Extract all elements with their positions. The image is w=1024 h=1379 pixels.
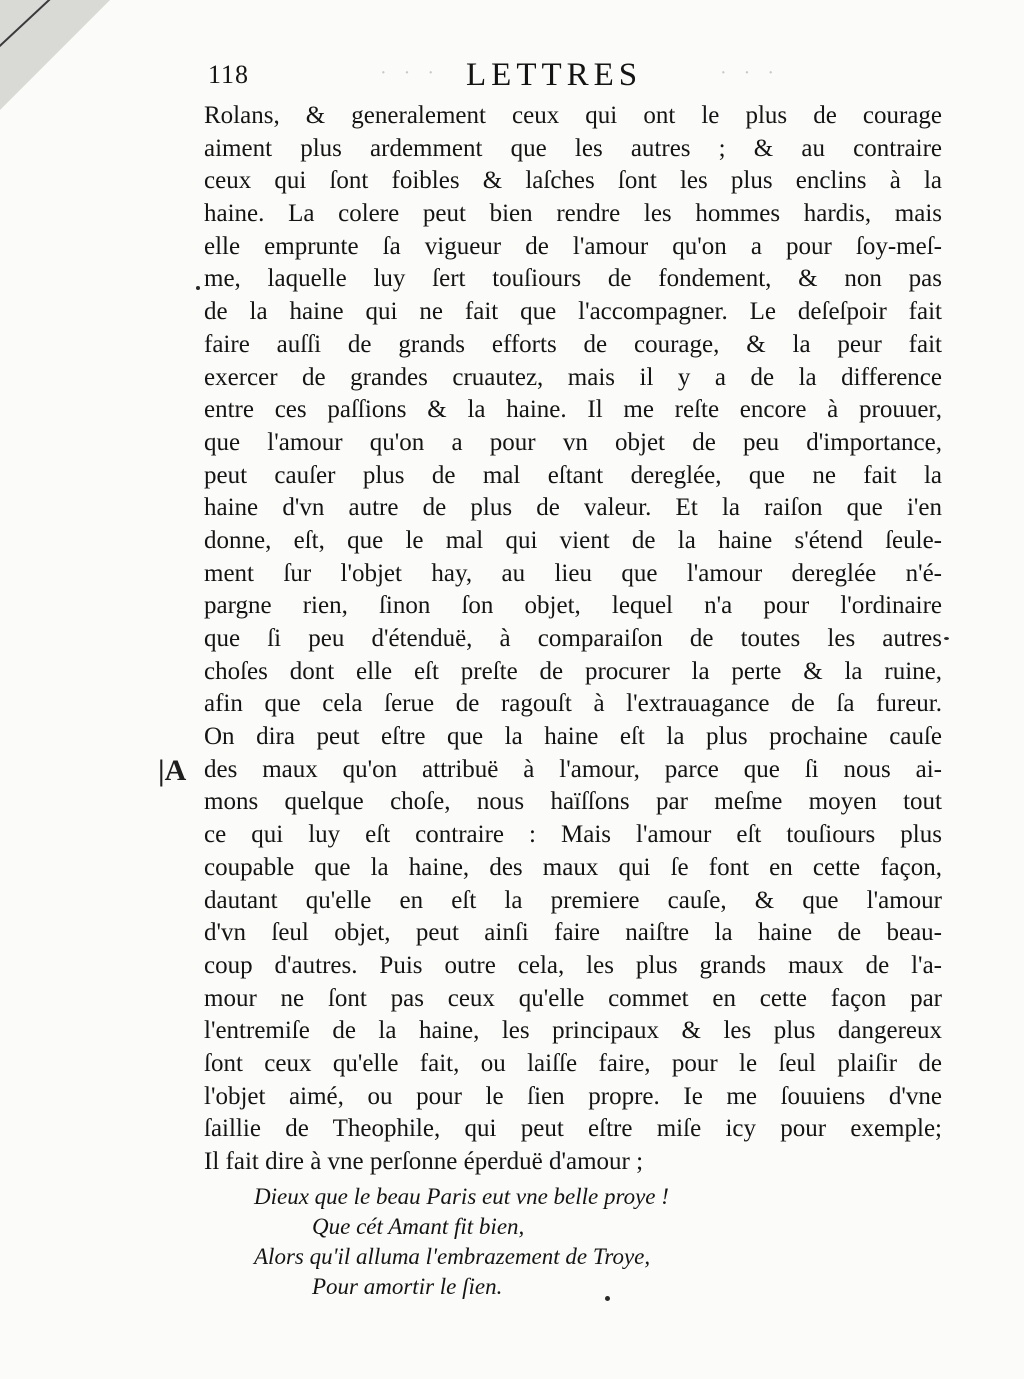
verse-line: Alors qu'il alluma l'embrazement de Troye,	[254, 1244, 651, 1269]
ink-speck	[944, 637, 949, 640]
text-line: mour ne ſont pas ceux qu'elle commet en cette façon par	[204, 984, 942, 1012]
text-line: l'objet aimé, ou pour le ſien propre. Ie me ſouuiens d'vne	[204, 1082, 942, 1110]
text-line: afin que cela ſerue de ragouſt à l'extrauagance de ſa fureur.	[204, 690, 942, 718]
text-line: peut cauſer plus de mal eſtant dereglée, que ne fait la	[204, 461, 942, 489]
text-line: ce qui luy eſt contraire : Mais l'amour eſt touſiours plus	[204, 821, 942, 849]
text-line: haine d'vn autre de plus de valeur. Et la raiſon que i'en	[204, 494, 942, 522]
folded-corner	[0, 0, 110, 110]
text-line: l'entremiſe de la haine, les principaux & les plus dangereux	[204, 1017, 942, 1045]
running-title: LETTRES	[466, 57, 643, 93]
body-text	[204, 100, 942, 1179]
text-line: Il fait dire à vne perſonne éperduë d'amour ;	[204, 1148, 644, 1175]
margin-annotation: |A	[158, 754, 187, 787]
text-line: On dira peut eſtre que la haine eſt la plus prochaine cauſe	[204, 723, 942, 751]
text-line: des maux qu'on attribuë à l'amour, parce que ſi nous ai-	[204, 755, 942, 783]
text-line: que l'amour qu'on a pour vn objet de peu d'importance,	[204, 428, 942, 456]
text-line: ſont ceux qu'elle fait, ou laiſſe faire, pour le ſeul plaiſir de	[204, 1049, 942, 1077]
text-line: elle emprunte ſa vigueur de l'amour qu'on a pour ſoy-meſ-	[204, 232, 942, 260]
verse-line: Que cét Amant fit bien,	[312, 1214, 525, 1239]
page-number: 118	[208, 60, 250, 89]
text-line: ſaillie de Theophile, qui peut eſtre miſe icy pour exemple;	[204, 1115, 942, 1143]
text-line: aiment plus ardemment que les autres ; & au contraire	[204, 134, 942, 162]
verse-line: Dieux que le beau Paris eut vne belle proye !	[254, 1184, 669, 1209]
text-line: Rolans, & generalement ceux qui ont le plus de courage	[204, 102, 942, 129]
text-line: que ſi peu d'étenduë, à comparaiſon de toutes les autres	[204, 625, 942, 652]
verse-quotation	[254, 1182, 774, 1302]
text-line: dautant qu'elle en eſt la premiere cauſe, & que l'amour	[204, 886, 942, 914]
show-through-mark: · · ·	[380, 62, 440, 84]
text-line: ment ſur l'objet hay, au lieu que l'amour dereglée n'é-	[204, 559, 942, 587]
text-line: d'vn ſeul objet, peut ainſi faire naiſtre la haine de beau-	[204, 919, 942, 947]
text-line: faire auſſi de grands efforts de courage, & la peur fait	[204, 330, 942, 358]
text-line: me, laquelle luy ſert touſiours de fondement, & non pas	[204, 265, 942, 293]
text-line: coupable que la haine, des maux qui ſe font en cette façon,	[204, 853, 942, 881]
text-line: haine. La colere peut bien rendre les hommes hardis, mais	[204, 200, 942, 228]
text-line: donne, eſt, que le mal qui vient de la haine s'étend ſeule-	[204, 526, 942, 554]
ink-speck	[605, 1296, 610, 1301]
verse-line: Pour amortir le ſien.	[312, 1274, 503, 1299]
text-line: exercer de grandes cruautez, mais il y a de la difference	[204, 363, 942, 391]
text-line: ceux qui ſont foibles & laſches ſont les plus enclins à la	[204, 167, 942, 195]
text-line: de la haine qui ne fait que l'accompagner. Le deſeſpoir fait	[204, 298, 942, 326]
text-line: coup d'autres. Puis outre cela, les plus grands maux de l'a-	[204, 951, 942, 979]
text-line: pargne rien, ſinon ſon objet, lequel n'a pour l'ordinaire	[204, 592, 942, 620]
show-through-mark: · · ·	[720, 62, 780, 84]
text-line: choſes dont elle eſt preſte de procurer la perte & la ruine,	[204, 657, 942, 685]
text-line: mons quelque choſe, nous haïſſons par meſme moyen tout	[204, 788, 942, 816]
text-line: entre ces paſſions & la haine. Il me reſte encore à prouuer,	[204, 396, 942, 424]
ink-speck	[196, 286, 200, 290]
